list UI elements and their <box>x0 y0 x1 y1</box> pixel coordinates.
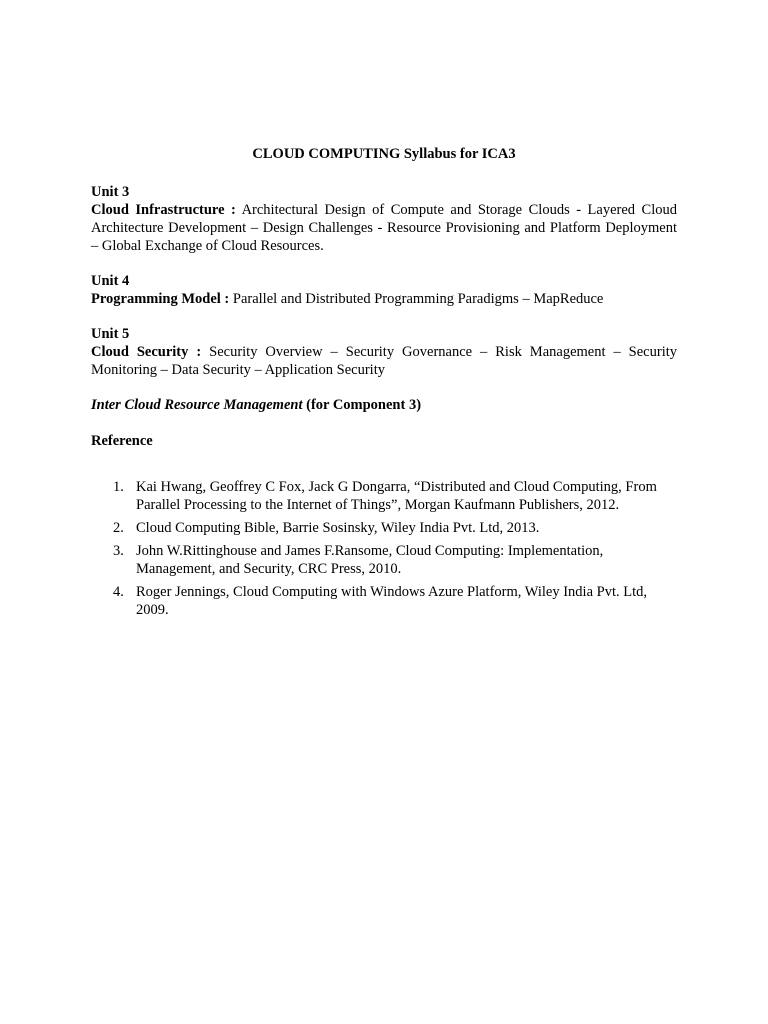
reference-number: 3. <box>113 543 124 559</box>
reference-text: John W.Rittinghouse and James F.Ransome, Cloud Computing: Implementation, Management, and Security, CRC Press, 2010. <box>136 543 604 577</box>
reference-list <box>91 478 677 619</box>
unit-5-body <box>91 343 677 379</box>
unit-4-heading: Unit 4 <box>91 273 130 289</box>
document-content <box>91 145 677 624</box>
reference-text: Cloud Computing Bible, Barrie Sosinsky, Wiley India Pvt. Ltd, 2013. <box>136 520 540 536</box>
inter-cloud-bold: (for Component 3) <box>302 397 422 413</box>
reference-item <box>91 478 677 514</box>
unit-4-text: Parallel and Distributed Programming Paradigms – MapReduce <box>229 291 604 307</box>
unit-3-body <box>91 201 677 255</box>
reference-item <box>91 583 677 619</box>
unit-3-text: Architectural Design of Compute and Storage Clouds - Layered Cloud Architecture Development – Design Challenges - Resource Provisioning and Platform Deployment – Global Exchange of Cloud Resources. <box>91 202 677 254</box>
unit-4-label: Programming Model : <box>91 291 230 307</box>
reference-text: Kai Hwang, Geoffrey C Fox, Jack G Dongarra, “Distributed and Cloud Computing, From Parallel Processing to the Internet of Things”, Morgan Kaufmann Publishers, 2012. <box>136 479 657 513</box>
reference-text: Roger Jennings, Cloud Computing with Windows Azure Platform, Wiley India Pvt. Ltd, 2009. <box>136 584 648 618</box>
reference-item <box>91 542 677 578</box>
inter-cloud-line <box>91 396 677 414</box>
reference-number: 2. <box>113 520 124 536</box>
reference-item <box>91 519 677 537</box>
unit-5-text: Security Overview – Security Governance – Risk Management – Security Monitoring – Data Security – Application Security <box>91 344 677 378</box>
unit-4-body <box>91 290 677 308</box>
unit-3-label: Cloud Infrastructure : <box>91 202 236 218</box>
reference-number: 1. <box>113 479 124 495</box>
unit-3-heading: Unit 3 <box>91 184 130 200</box>
inter-cloud-italic: Inter Cloud Resource Management <box>91 397 303 413</box>
reference-heading: Reference <box>91 433 153 449</box>
unit-5-label: Cloud Security : <box>91 344 202 360</box>
unit-5-heading: Unit 5 <box>91 326 130 342</box>
reference-number: 4. <box>113 584 124 600</box>
document-title: CLOUD COMPUTING Syllabus for ICA3 <box>252 146 516 162</box>
